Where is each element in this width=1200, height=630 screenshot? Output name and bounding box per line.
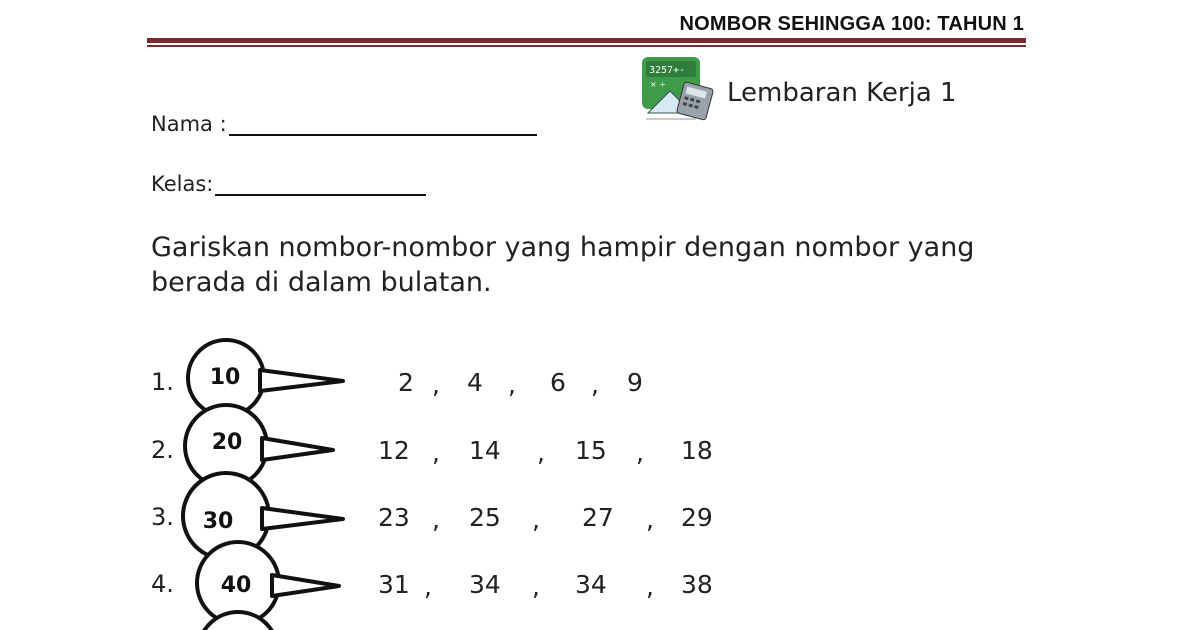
header-rule-thick (147, 38, 1026, 43)
choice-number[interactable]: 6 (550, 368, 566, 397)
speech-bubble-q2 (185, 405, 333, 487)
question-number: 2. (151, 436, 174, 464)
comma-separator: , (636, 438, 644, 467)
circle-number: 10 (209, 365, 241, 390)
circle-number: 20 (211, 430, 243, 455)
circle-number: 40 (220, 573, 252, 598)
choice-number[interactable]: 34 (575, 570, 607, 599)
question-number: 4. (151, 570, 174, 598)
name-field[interactable] (151, 112, 537, 136)
choice-number[interactable]: 12 (378, 436, 410, 465)
comma-separator: , (646, 572, 654, 601)
choice-number[interactable]: 9 (627, 368, 643, 397)
header-rule-thin (147, 45, 1026, 47)
choice-number[interactable]: 2 (398, 368, 414, 397)
choice-number[interactable]: 31 (378, 570, 410, 599)
comma-separator: , (591, 370, 599, 399)
logo-display-text: 3257+- (649, 65, 686, 76)
speech-bubble-group (170, 330, 360, 630)
question-number: 3. (151, 503, 174, 531)
comma-separator: , (532, 505, 540, 534)
speech-bubble-q4 (197, 542, 339, 624)
class-field[interactable] (151, 172, 426, 196)
document-header-title: NOMBOR SEHINGGA 100: TAHUN 1 (679, 13, 1024, 35)
worksheet-title: Lembaran Kerja 1 (727, 78, 957, 108)
comma-separator: , (432, 505, 440, 534)
choice-number[interactable]: 23 (378, 503, 410, 532)
choice-number[interactable]: 38 (681, 570, 713, 599)
comma-separator: , (537, 438, 545, 467)
choice-number[interactable]: 34 (469, 570, 501, 599)
choice-number[interactable]: 18 (681, 436, 713, 465)
logo-symbols: × ÷ (650, 80, 666, 89)
comma-separator: , (424, 572, 432, 601)
class-answer-line[interactable] (215, 174, 426, 196)
comma-separator: , (432, 438, 440, 467)
choice-number[interactable]: 25 (469, 503, 501, 532)
choice-number[interactable]: 14 (469, 436, 501, 465)
choice-number[interactable]: 4 (467, 368, 483, 397)
instruction-text: Gariskan nombor-nombor yang hampir dengan nombor yang berada di dalam bulatan. (151, 232, 975, 298)
comma-separator: , (646, 505, 654, 534)
circle-number: 30 (202, 509, 234, 534)
class-label: Kelas: (151, 172, 214, 196)
name-answer-line[interactable] (229, 114, 537, 136)
choice-number[interactable]: 27 (582, 503, 614, 532)
question-number: 1. (151, 368, 174, 396)
choice-number[interactable]: 15 (575, 436, 607, 465)
calculator-math-clipart-icon (640, 55, 718, 123)
choice-number[interactable]: 29 (681, 503, 713, 532)
name-label: Nama : (151, 112, 227, 136)
comma-separator: , (508, 370, 516, 399)
comma-separator: , (432, 370, 440, 399)
comma-separator: , (532, 572, 540, 601)
